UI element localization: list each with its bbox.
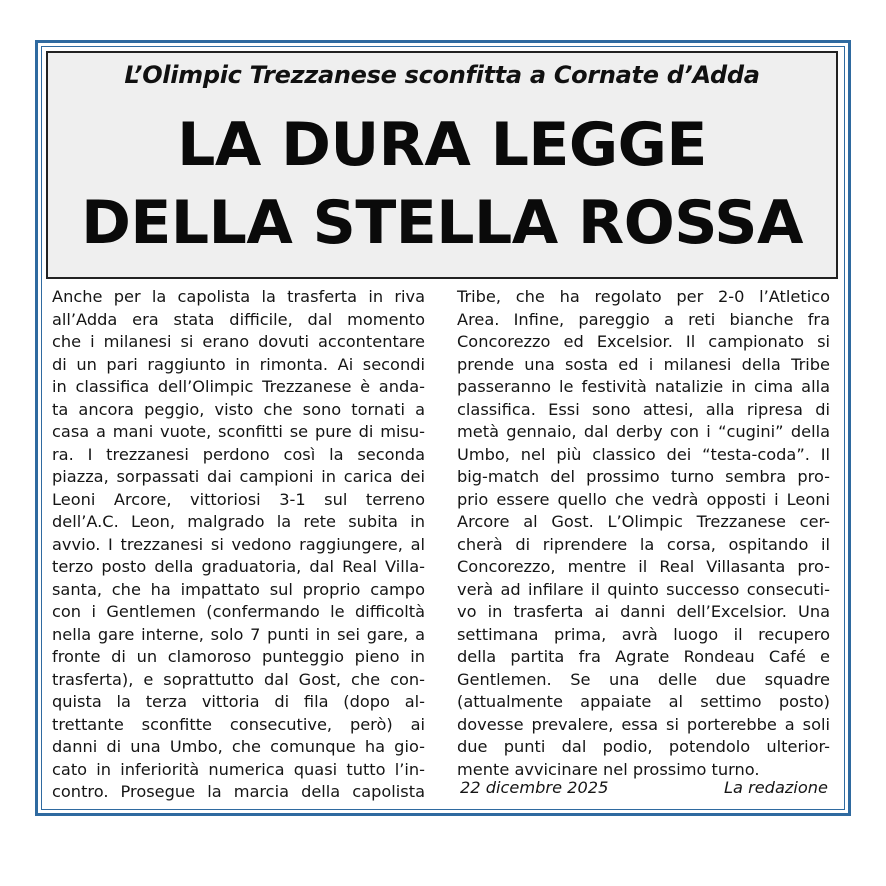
article-text-line: Tribe, che ha regolato per 2-0 l’Atletico [457,287,830,306]
article-column-right [457,286,830,781]
article-text-line: danni di una Umbo, che comunque ha gio- [52,737,425,756]
article-text-line: ra. I trezzanesi perdono così la seconda [52,444,425,464]
article-text-line: terzo posto della graduatoria, dal Real Villa- [52,557,425,576]
article-text-line: santa, che ha impattato sul proprio campo [52,579,425,599]
article-text-line: di un pari raggiunto in rimonta. Ai secondi [52,354,425,374]
article-text-line: trettante sconfitte consecutive, però) ai [52,714,425,734]
article-text-line: (attualmente appaiate al settimo posto) [457,692,830,711]
article-text-line: classifica. Essi sono attesi, alla ripresa di [457,399,830,419]
article-text-line: cherà di riprendere la corsa, ospitando il [457,534,830,554]
article-text-line: all’Adda era stata difficile, dal momento [52,309,425,329]
article-headline-line-1: LA DURA LEGGE [177,110,707,180]
article-text-line: fronte di un clamoroso punteggio pieno in [52,647,425,666]
article-text-line: big-match del prossimo turno sembra pro- [457,467,830,486]
article-text-line: Gentlemen. Se una delle due squadre [457,669,830,689]
article-text-line: ta ancora peggio, visto che sono tornati a [52,399,425,419]
article-kicker: L’Olimpic Trezzanese sconfitta a Cornate d’Adda [124,61,760,89]
article-text-line: avvio. I trezzanesi si vedono raggiungere, al [52,534,425,554]
article-text-line: dovesse prevalere, essa si porterebbe a soli [457,714,830,734]
article-column-left [52,286,425,804]
article-text-line: contro. Prosegue la marcia della capolista [52,782,425,801]
article-text-line: prende una sosta ed i milanesi della Tribe [457,354,830,374]
article-text-line: Leoni Arcore, vittoriosi 3-1 sul terreno [52,489,425,509]
article-headline-line-2: DELLA STELLA ROSSA [81,188,803,258]
article-text-line: vo in trasferta ai danni dell’Excelsior. Una [457,602,830,621]
article-text-line: mente avvicinare nel prossimo turno. [457,759,760,779]
article-text-line: Concorezzo, mentre il Real Villasanta pro- [457,557,830,576]
article-text-line: prio essere quello che vedrà opposti i Leoni [457,489,830,509]
article-text-line: nella gare interne, solo 7 punti in sei gare, a [52,624,425,644]
article-text-line: due punti dal podio, potendolo ulterior- [457,737,830,756]
article-author: La redazione [723,778,828,797]
article-text-line: passeranno le festività natalizie in cima alla [457,377,830,396]
article-text-line: settimana prima, avrà luogo il recupero [457,624,830,644]
headline-box [46,51,838,279]
article-text-line: piazza, sorpassati dai campioni in carica dei [52,467,425,486]
article-text-line: Concorezzo ed Excelsior. Il campionato si [457,332,830,351]
article-text-line: Arcore al Gost. L’Olimpic Trezzanese cer- [457,512,830,531]
article-date: 22 dicembre 2025 [460,778,609,797]
article-text-line: della partita fra Agrate Rondeau Café e [457,647,830,666]
article-text-line: con i Gentlemen (confermando le difficoltà [52,602,425,621]
article-text-line: dell’A.C. Leon, malgrado la rete subita in [52,512,425,531]
article-text-line: metà gennaio, dal derby con i “cugini” della [457,422,830,441]
article-text-line: verà ad infilare il quinto successo consecuti- [457,579,830,599]
article-text-line: Area. Infine, pareggio a reti bianche fra [457,309,830,329]
article-text-line: casa a mani vuote, sconfitti se pure di misu- [52,422,425,441]
article-text-line: Anche per la capolista la trasferta in riva [52,287,425,306]
article-text-line: cato in inferiorità numerica quasi tutto l’in- [52,759,425,779]
article-text-line: in classifica dell’Olimpic Trezzanese è anda- [52,377,425,396]
article-text-line: che i milanesi si erano dovuti accontentare [52,332,425,351]
article-text-line: trasferta), e soprattutto dal Gost, che con- [52,669,425,689]
article-text-line: Umbo, nel più classico dei “testa-coda”. Il [457,444,830,464]
article-text-line: quista la terza vittoria di fila (dopo al- [52,692,425,711]
